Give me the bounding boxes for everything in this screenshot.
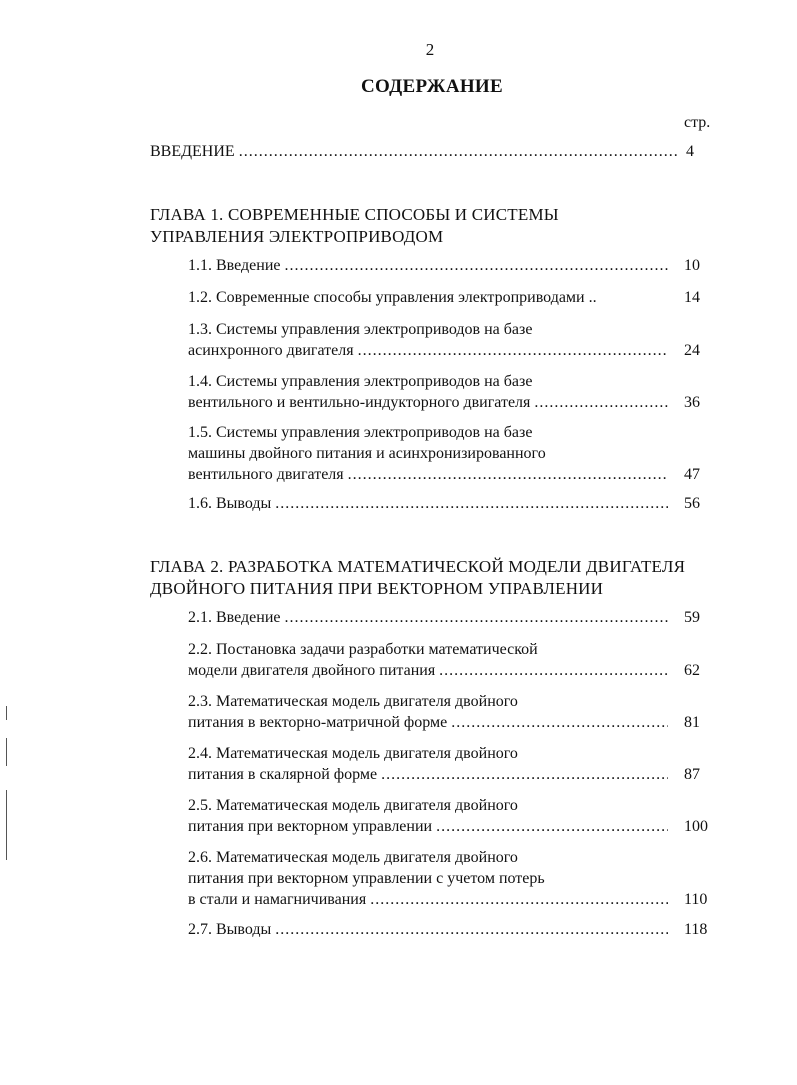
- toc-section-text: питания в векторно-матричной форме: [188, 714, 448, 731]
- toc-section-2-4[interactable]: [188, 765, 700, 785]
- toc-section-1-2[interactable]: [188, 288, 700, 308]
- dot-leader: [381, 765, 668, 785]
- scan-mark: [6, 738, 7, 766]
- toc-section-page: 10: [684, 257, 700, 274]
- toc-section-text: 2.2. Постановка задачи разработки математической: [188, 641, 538, 658]
- toc-section-line: [188, 744, 518, 764]
- toc-section-page: 47: [684, 466, 700, 483]
- toc-section-1-4[interactable]: [188, 393, 700, 413]
- toc-section-line: [188, 692, 518, 712]
- toc-section-line: [188, 869, 545, 889]
- toc-section-line: [188, 320, 532, 340]
- toc-section-text: 1.2. Современные способы управления электроприводами ..: [188, 289, 597, 306]
- toc-section-text: в стали и намагничивания: [188, 891, 367, 908]
- dot-leader: [534, 393, 668, 413]
- toc-section-page: 118: [684, 921, 708, 938]
- toc-section-page: 87: [684, 766, 700, 783]
- toc-section-1-1[interactable]: [188, 256, 700, 276]
- dot-leader: [439, 661, 668, 681]
- toc-section-text: 1.6. Выводы: [188, 495, 272, 512]
- page-number: 2: [425, 40, 435, 59]
- toc-section-text: 2.5. Математическая модель двигателя двойного: [188, 797, 518, 814]
- toc-section-text: 1.4. Системы управления электроприводов на базе: [188, 373, 533, 390]
- toc-section-text: вентильного двигателя: [188, 466, 344, 483]
- toc-section-text: машины двойного питания и асинхронизированного: [188, 445, 546, 462]
- toc-section-text: питания при векторном управлении: [188, 818, 433, 835]
- toc-section-page: 59: [684, 609, 700, 626]
- toc-section-2-3[interactable]: [188, 713, 700, 733]
- toc-section-text: модели двигателя двойного питания: [188, 662, 436, 679]
- toc-section-2-7[interactable]: [188, 920, 708, 940]
- toc-section-page: 14: [684, 289, 700, 306]
- toc-section-1-6[interactable]: [188, 494, 700, 514]
- dot-leader: [275, 494, 668, 514]
- toc-section-text: асинхронного двигателя: [188, 342, 354, 359]
- toc-section-text: 2.4. Математическая модель двигателя двойного: [188, 745, 518, 762]
- toc-section-page: 62: [684, 662, 700, 679]
- toc-intro[interactable]: [150, 142, 700, 162]
- toc-intro-page: 4: [686, 143, 694, 160]
- dot-leader: [451, 713, 668, 733]
- toc-section-page: 81: [684, 714, 700, 731]
- toc-section-line: [188, 372, 532, 392]
- toc-section-text: 2.1. Введение: [188, 609, 281, 626]
- dot-leader: [358, 341, 668, 361]
- toc-intro-label: ВВЕДЕНИЕ: [150, 143, 235, 160]
- toc-section-1-5[interactable]: [188, 465, 700, 485]
- dot-leader: [348, 465, 668, 485]
- dot-leader: [285, 608, 669, 628]
- toc-section-page: 24: [684, 342, 700, 359]
- toc-section-line: [188, 423, 532, 443]
- toc-section-2-2[interactable]: [188, 661, 700, 681]
- toc-section-page: 56: [684, 495, 700, 512]
- toc-section-2-6[interactable]: [188, 890, 708, 910]
- dot-leader: [239, 142, 678, 162]
- toc-section-text: 2.3. Математическая модель двигателя двойного: [188, 693, 518, 710]
- toc-section-page: 100: [684, 818, 708, 835]
- dot-leader: [285, 256, 669, 276]
- scan-mark: [6, 706, 7, 720]
- toc-section-page: 36: [684, 394, 700, 411]
- scan-mark: [6, 790, 7, 860]
- toc-section-line: [188, 796, 518, 816]
- toc-section-1-3[interactable]: [188, 341, 700, 361]
- toc-section-text: питания в скалярной форме: [188, 766, 378, 783]
- toc-section-text: 2.7. Выводы: [188, 921, 272, 938]
- chapter-1-title: ГЛАВА 1. СОВРЕМЕННЫЕ СПОСОБЫ И СИСТЕМЫ УПРАВЛЕНИЯ ЭЛЕКТРОПРИВОДОМ: [150, 205, 559, 246]
- toc-section-text: 1.1. Введение: [188, 257, 281, 274]
- toc-title: СОДЕРЖАНИЕ: [361, 76, 503, 97]
- toc-section-line: [188, 640, 538, 660]
- toc-section-line: [188, 444, 546, 464]
- toc-section-text: 2.6. Математическая модель двигателя двойного: [188, 849, 518, 866]
- toc-section-2-5[interactable]: [188, 817, 708, 837]
- toc-section-text: 1.5. Системы управления электроприводов на базе: [188, 424, 533, 441]
- chapter-2-title: ГЛАВА 2. РАЗРАБОТКА МАТЕМАТИЧЕСКОЙ МОДЕЛИ ДВИГАТЕЛЯ ДВОЙНОГО ПИТАНИЯ ПРИ ВЕКТОРНОМ УПРАВЛЕНИИ: [150, 557, 686, 598]
- dot-leader: [370, 890, 668, 910]
- toc-section-text: 1.3. Системы управления электроприводов на базе: [188, 321, 533, 338]
- dot-leader: [436, 817, 668, 837]
- toc-section-text: питания при векторном управлении с учетом потерь: [188, 870, 545, 887]
- page-column-label: стр.: [684, 114, 711, 131]
- toc-section-2-1[interactable]: [188, 608, 700, 628]
- toc-section-line: [188, 848, 518, 868]
- toc-section-text: вентильного и вентильно-индукторного двигателя: [188, 394, 531, 411]
- dot-leader: [275, 920, 668, 940]
- toc-section-page: 110: [684, 891, 708, 908]
